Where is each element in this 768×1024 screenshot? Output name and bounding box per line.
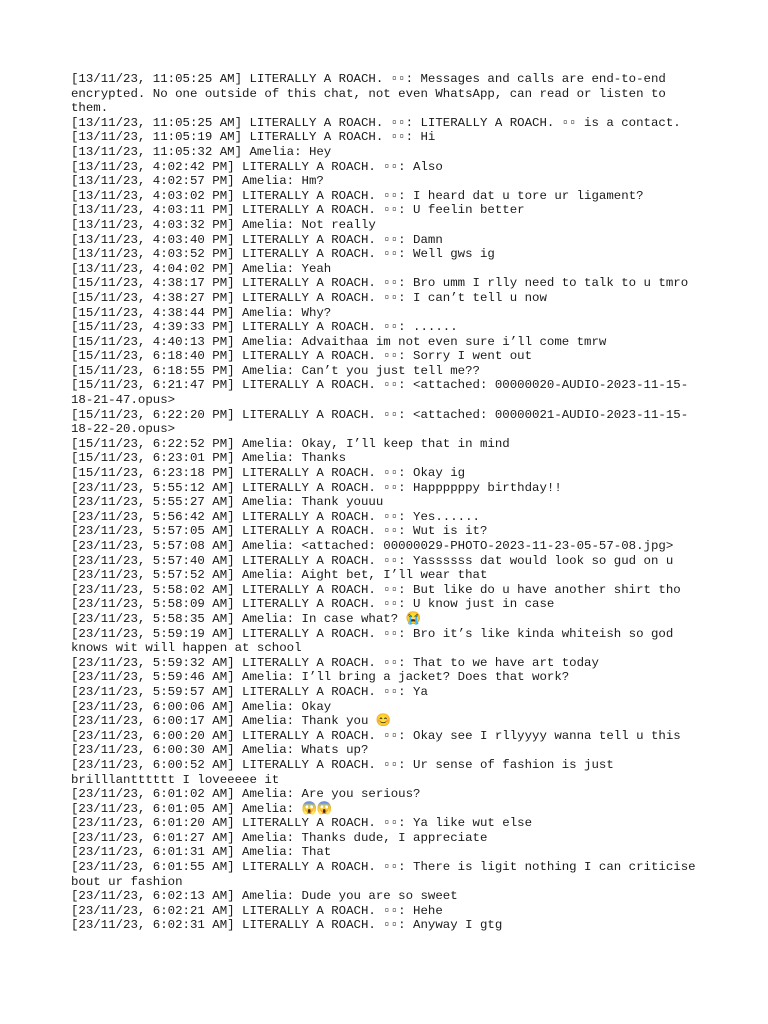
chat-message-line: [23/11/23, 5:57:52 AM] Amelia: Aight bet, I’ll wear that [71, 568, 488, 583]
chat-message-line: [15/11/23, 6:22:52 PM] Amelia: Okay, I’ll keep that in mind [71, 436, 510, 451]
chat-message-line: [13/11/23, 4:03:11 PM] LITERALLY A ROACH. ▫▫: U feelin better [71, 203, 525, 218]
chat-message-line: [15/11/23, 6:23:18 PM] LITERALLY A ROACH. ▫▫: Okay ig [71, 466, 466, 481]
chat-message-line: [23/11/23, 6:00:52 AM] LITERALLY A ROACH. ▫▫: Ur sense of fashion is just brilllantttttt I loveeeee it [71, 757, 622, 787]
chat-message-line: [15/11/23, 4:38:17 PM] LITERALLY A ROACH. ▫▫: Bro umm I rlly need to talk to u tmro [71, 276, 689, 291]
chat-message-line: [23/11/23, 5:58:02 AM] LITERALLY A ROACH. ▫▫: But like do u have another shirt tho [71, 582, 681, 597]
chat-message-line: [23/11/23, 6:01:20 AM] LITERALLY A ROACH. ▫▫: Ya like wut else [71, 816, 533, 831]
chat-message-line: [15/11/23, 6:22:20 PM] LITERALLY A ROACH. ▫▫: <attached: 00000021-AUDIO-2023-11-15-18-22-20.opus> [71, 407, 689, 437]
chat-message-line: [23/11/23, 6:01:55 AM] LITERALLY A ROACH. ▫▫: There is ligit nothing I can criticise bout ur fashion [71, 860, 704, 889]
chat-message-line: [13/11/23, 4:03:40 PM] LITERALLY A ROACH. ▫▫: Damn [71, 232, 443, 247]
chat-message-line: [15/11/23, 6:21:47 PM] LITERALLY A ROACH. ▫▫: <attached: 00000020-AUDIO-2023-11-15-18-21-47.opus> [71, 378, 689, 408]
chat-message-line: [23/11/23, 6:02:13 AM] Amelia: Dude you are so sweet [71, 889, 458, 904]
chat-message-line: [23/11/23, 5:57:40 AM] LITERALLY A ROACH. ▫▫: Yassssss dat would look so gud on u [71, 553, 674, 568]
chat-message-line: [15/11/23, 6:18:55 PM] Amelia: Can’t you just tell me?? [71, 363, 480, 378]
chat-message-line: [23/11/23, 6:01:05 AM] Amelia: 😱😱 [71, 801, 333, 816]
chat-message-line: [23/11/23, 6:00:30 AM] Amelia: Whats up? [71, 743, 369, 758]
chat-message-line: [23/11/23, 5:56:42 AM] LITERALLY A ROACH. ▫▫: Yes...... [71, 509, 480, 524]
chat-message-line: [15/11/23, 4:38:44 PM] Amelia: Why? [71, 305, 332, 320]
chat-message-line: [15/11/23, 6:23:01 PM] Amelia: Thanks [71, 451, 347, 466]
chat-message-line: [23/11/23, 5:59:57 AM] LITERALLY A ROACH. ▫▫: Ya [71, 684, 428, 699]
chat-message-line: [23/11/23, 6:02:31 AM] LITERALLY A ROACH. ▫▫: Anyway I gtg [71, 918, 503, 933]
chat-message-line: [23/11/23, 6:02:21 AM] LITERALLY A ROACH. ▫▫: Hehe [71, 903, 443, 918]
chat-message-line: [23/11/23, 6:00:17 AM] Amelia: Thank you 😊 [71, 714, 392, 729]
chat-message-line: [13/11/23, 11:05:25 AM] LITERALLY A ROACH. ▫▫: LITERALLY A ROACH. ▫▫ is a contact. [71, 115, 681, 130]
chat-message-line: [23/11/23, 5:58:35 AM] Amelia: In case what? 😭 [71, 611, 422, 626]
chat-message-line: [23/11/23, 5:57:05 AM] LITERALLY A ROACH. ▫▫: Wut is it? [71, 524, 488, 539]
chat-message-line: [13/11/23, 11:05:32 AM] Amelia: Hey [71, 144, 332, 159]
chat-message-line: [13/11/23, 11:05:19 AM] LITERALLY A ROACH. ▫▫: Hi [71, 130, 436, 145]
chat-message-line: [13/11/23, 4:02:57 PM] Amelia: Hm? [71, 174, 324, 189]
chat-message-line: [23/11/23, 5:59:32 AM] LITERALLY A ROACH. ▫▫: That to we have art today [71, 655, 599, 670]
chat-message-line: [23/11/23, 6:01:27 AM] Amelia: Thanks dude, I appreciate [71, 830, 488, 845]
chat-transcript-body [71, 72, 704, 933]
chat-message-line: [23/11/23, 5:55:27 AM] Amelia: Thank youuu [71, 495, 384, 510]
chat-message-line: [13/11/23, 4:03:32 PM] Amelia: Not really [71, 217, 376, 232]
chat-message-line: [13/11/23, 4:03:02 PM] LITERALLY A ROACH. ▫▫: I heard dat u tore ur ligament? [71, 188, 644, 203]
chat-message-line: [13/11/23, 4:03:52 PM] LITERALLY A ROACH. ▫▫: Well gws ig [71, 247, 495, 262]
chat-message-line: [15/11/23, 4:39:33 PM] LITERALLY A ROACH. ▫▫: ...... [71, 320, 458, 335]
chat-message-line: [23/11/23, 6:00:20 AM] LITERALLY A ROACH. ▫▫: Okay see I rllyyyy wanna tell u this [71, 728, 681, 743]
chat-message-line: [23/11/23, 5:58:09 AM] LITERALLY A ROACH. ▫▫: U know just in case [71, 597, 555, 612]
chat-transcript-page [71, 72, 704, 933]
chat-message-line: [23/11/23, 5:59:46 AM] Amelia: I’ll bring a jacket? Does that work? [71, 670, 570, 685]
chat-message-line: [23/11/23, 5:59:19 AM] LITERALLY A ROACH. ▫▫: Bro it’s like kinda whiteish so god knows wit will happen at school [71, 626, 681, 656]
chat-message-line: [23/11/23, 5:57:08 AM] Amelia: <attached: 00000029-PHOTO-2023-11-23-05-57-08.jpg> [71, 539, 674, 553]
chat-message-line: [13/11/23, 4:04:02 PM] Amelia: Yeah [71, 261, 332, 276]
chat-message-line: [23/11/23, 6:01:31 AM] Amelia: That [71, 845, 332, 860]
chat-message-line: [13/11/23, 11:05:25 AM] LITERALLY A ROACH. ▫▫: Messages and calls are end-to-end encrypted. No one outside of this chat, not even WhatsApp, can read or listen to them. [71, 72, 674, 116]
chat-message-line: [13/11/23, 4:02:42 PM] LITERALLY A ROACH. ▫▫: Also [71, 159, 443, 174]
chat-message-line: [23/11/23, 6:00:06 AM] Amelia: Okay [71, 699, 332, 714]
chat-message-line: [23/11/23, 6:01:02 AM] Amelia: Are you serious? [71, 787, 421, 802]
chat-message-line: [15/11/23, 6:18:40 PM] LITERALLY A ROACH. ▫▫: Sorry I went out [71, 349, 533, 364]
chat-message-line: [23/11/23, 5:55:12 AM] LITERALLY A ROACH. ▫▫: Happppppy birthday!! [71, 480, 562, 495]
chat-message-line: [15/11/23, 4:40:13 PM] Amelia: Advaithaa im not even sure i’ll come tmrw [71, 334, 607, 349]
chat-message-line: [15/11/23, 4:38:27 PM] LITERALLY A ROACH. ▫▫: I can’t tell u now [71, 290, 547, 305]
